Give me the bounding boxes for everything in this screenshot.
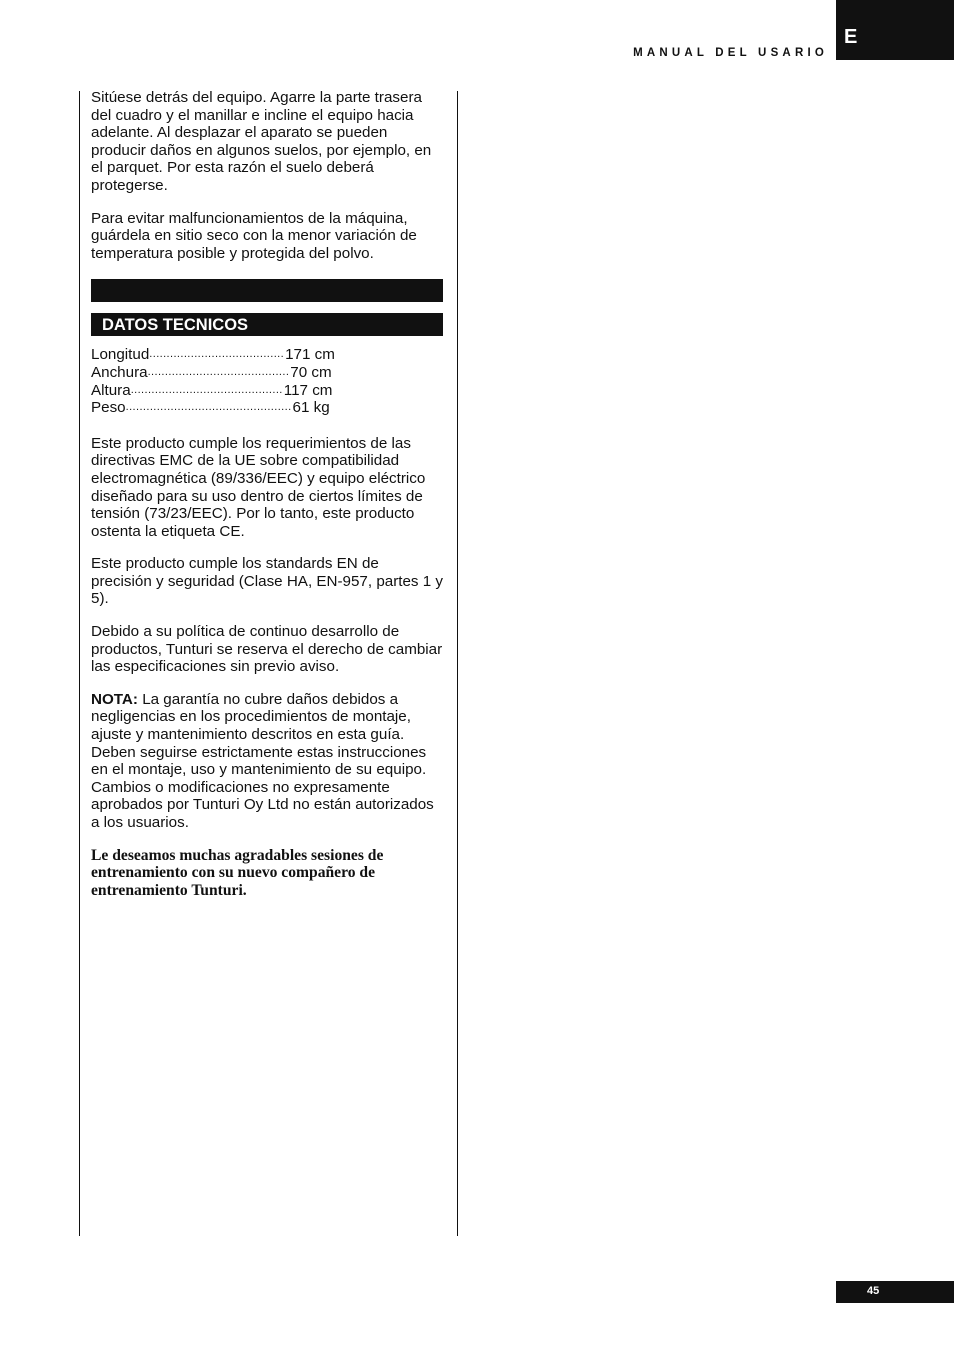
spec-value: 70 cm: [290, 363, 332, 381]
manual-title: MANUAL DEL USARIO: [633, 47, 828, 59]
nota-label: NOTA:: [91, 690, 138, 708]
moving-instructions-paragraph: Sitúese detrás del equipo. Agarre la parte trasera del cuadro y el manillar e incline el equipo hacia adelante. Al desplazar el aparato se pueden producir daños en algunos suelos, por ejemplo, en el parquet. Por esta razón el suelo deberá protegerse.: [91, 89, 432, 194]
language-tab-label: E: [844, 26, 858, 48]
right-column-rule: [457, 91, 458, 1236]
section-divider-bar: [91, 279, 443, 302]
spec-label: Anchura: [91, 363, 148, 381]
spec-row-length: [91, 346, 443, 364]
storage-paragraph: Para evitar malfuncionamientos de la máquina, guárdela en sitio seco con la menor variación de temperatura posible y protegida del polvo.: [91, 209, 417, 262]
left-column-rule: [79, 91, 80, 1236]
spec-list: [91, 346, 443, 416]
spec-leader-dots: ............................................: [130, 383, 283, 396]
nota-paragraph: [91, 691, 443, 832]
main-column: [91, 89, 443, 914]
page-number: 45: [867, 1285, 880, 1297]
spec-value: 61 kg: [292, 399, 330, 417]
spec-row-weight: [91, 399, 443, 417]
spec-label: Altura: [91, 381, 131, 399]
emc-compliance-paragraph: Este producto cumple los requerimientos de las directivas EMC de la UE sobre compatibilidad electromagnética (89/336/EEC) y equipo eléctrico diseñado para su uso dentro de ciertos límites de tensión (73/23/EEC). Por lo tanto, este producto ostenta la etiqueta CE.: [91, 434, 426, 540]
spec-leader-dots: ................................................: [125, 401, 292, 414]
section-heading-text: DATOS TECNICOS: [102, 316, 249, 335]
closing-message: Le deseamos muchas agradables sesiones de entrenamiento con su nuevo compañero de entrenamiento Tunturi.: [91, 846, 384, 899]
spec-row-height: [91, 382, 443, 400]
section-heading: [91, 313, 443, 336]
nota-text: La garantía no cubre daños debidos a negligencias en los procedimientos de montaje, ajuste y mantenimiento descritos en esta guía. Deben seguirse estrictamente estas instrucciones en el montaje, uso y mantenimiento de su equipo. Cambios o modificaciones no expresamente aprobados por Tunturi Oy Ltd no están autorizados a los usuarios.: [91, 690, 434, 831]
page-number-tab: [836, 1281, 954, 1303]
spec-label: Longitud: [91, 346, 150, 364]
spec-row-width: [91, 364, 443, 382]
spec-value: 117 cm: [283, 381, 333, 399]
development-policy-paragraph: Debido a su política de continuo desarrollo de productos, Tunturi se reserva el derecho de cambiar las especificaciones sin previo aviso.: [91, 623, 443, 676]
spec-value: 171 cm: [285, 346, 335, 364]
spec-leader-dots: .......................................: [149, 348, 285, 361]
spec-leader-dots: .........................................: [147, 365, 290, 378]
language-tab: [836, 0, 954, 60]
en-standards-paragraph: Este producto cumple los standards EN de precisión y seguridad (Clase HA, EN-957, partes 1 y 5).: [91, 555, 444, 608]
spec-label: Peso: [91, 399, 126, 417]
